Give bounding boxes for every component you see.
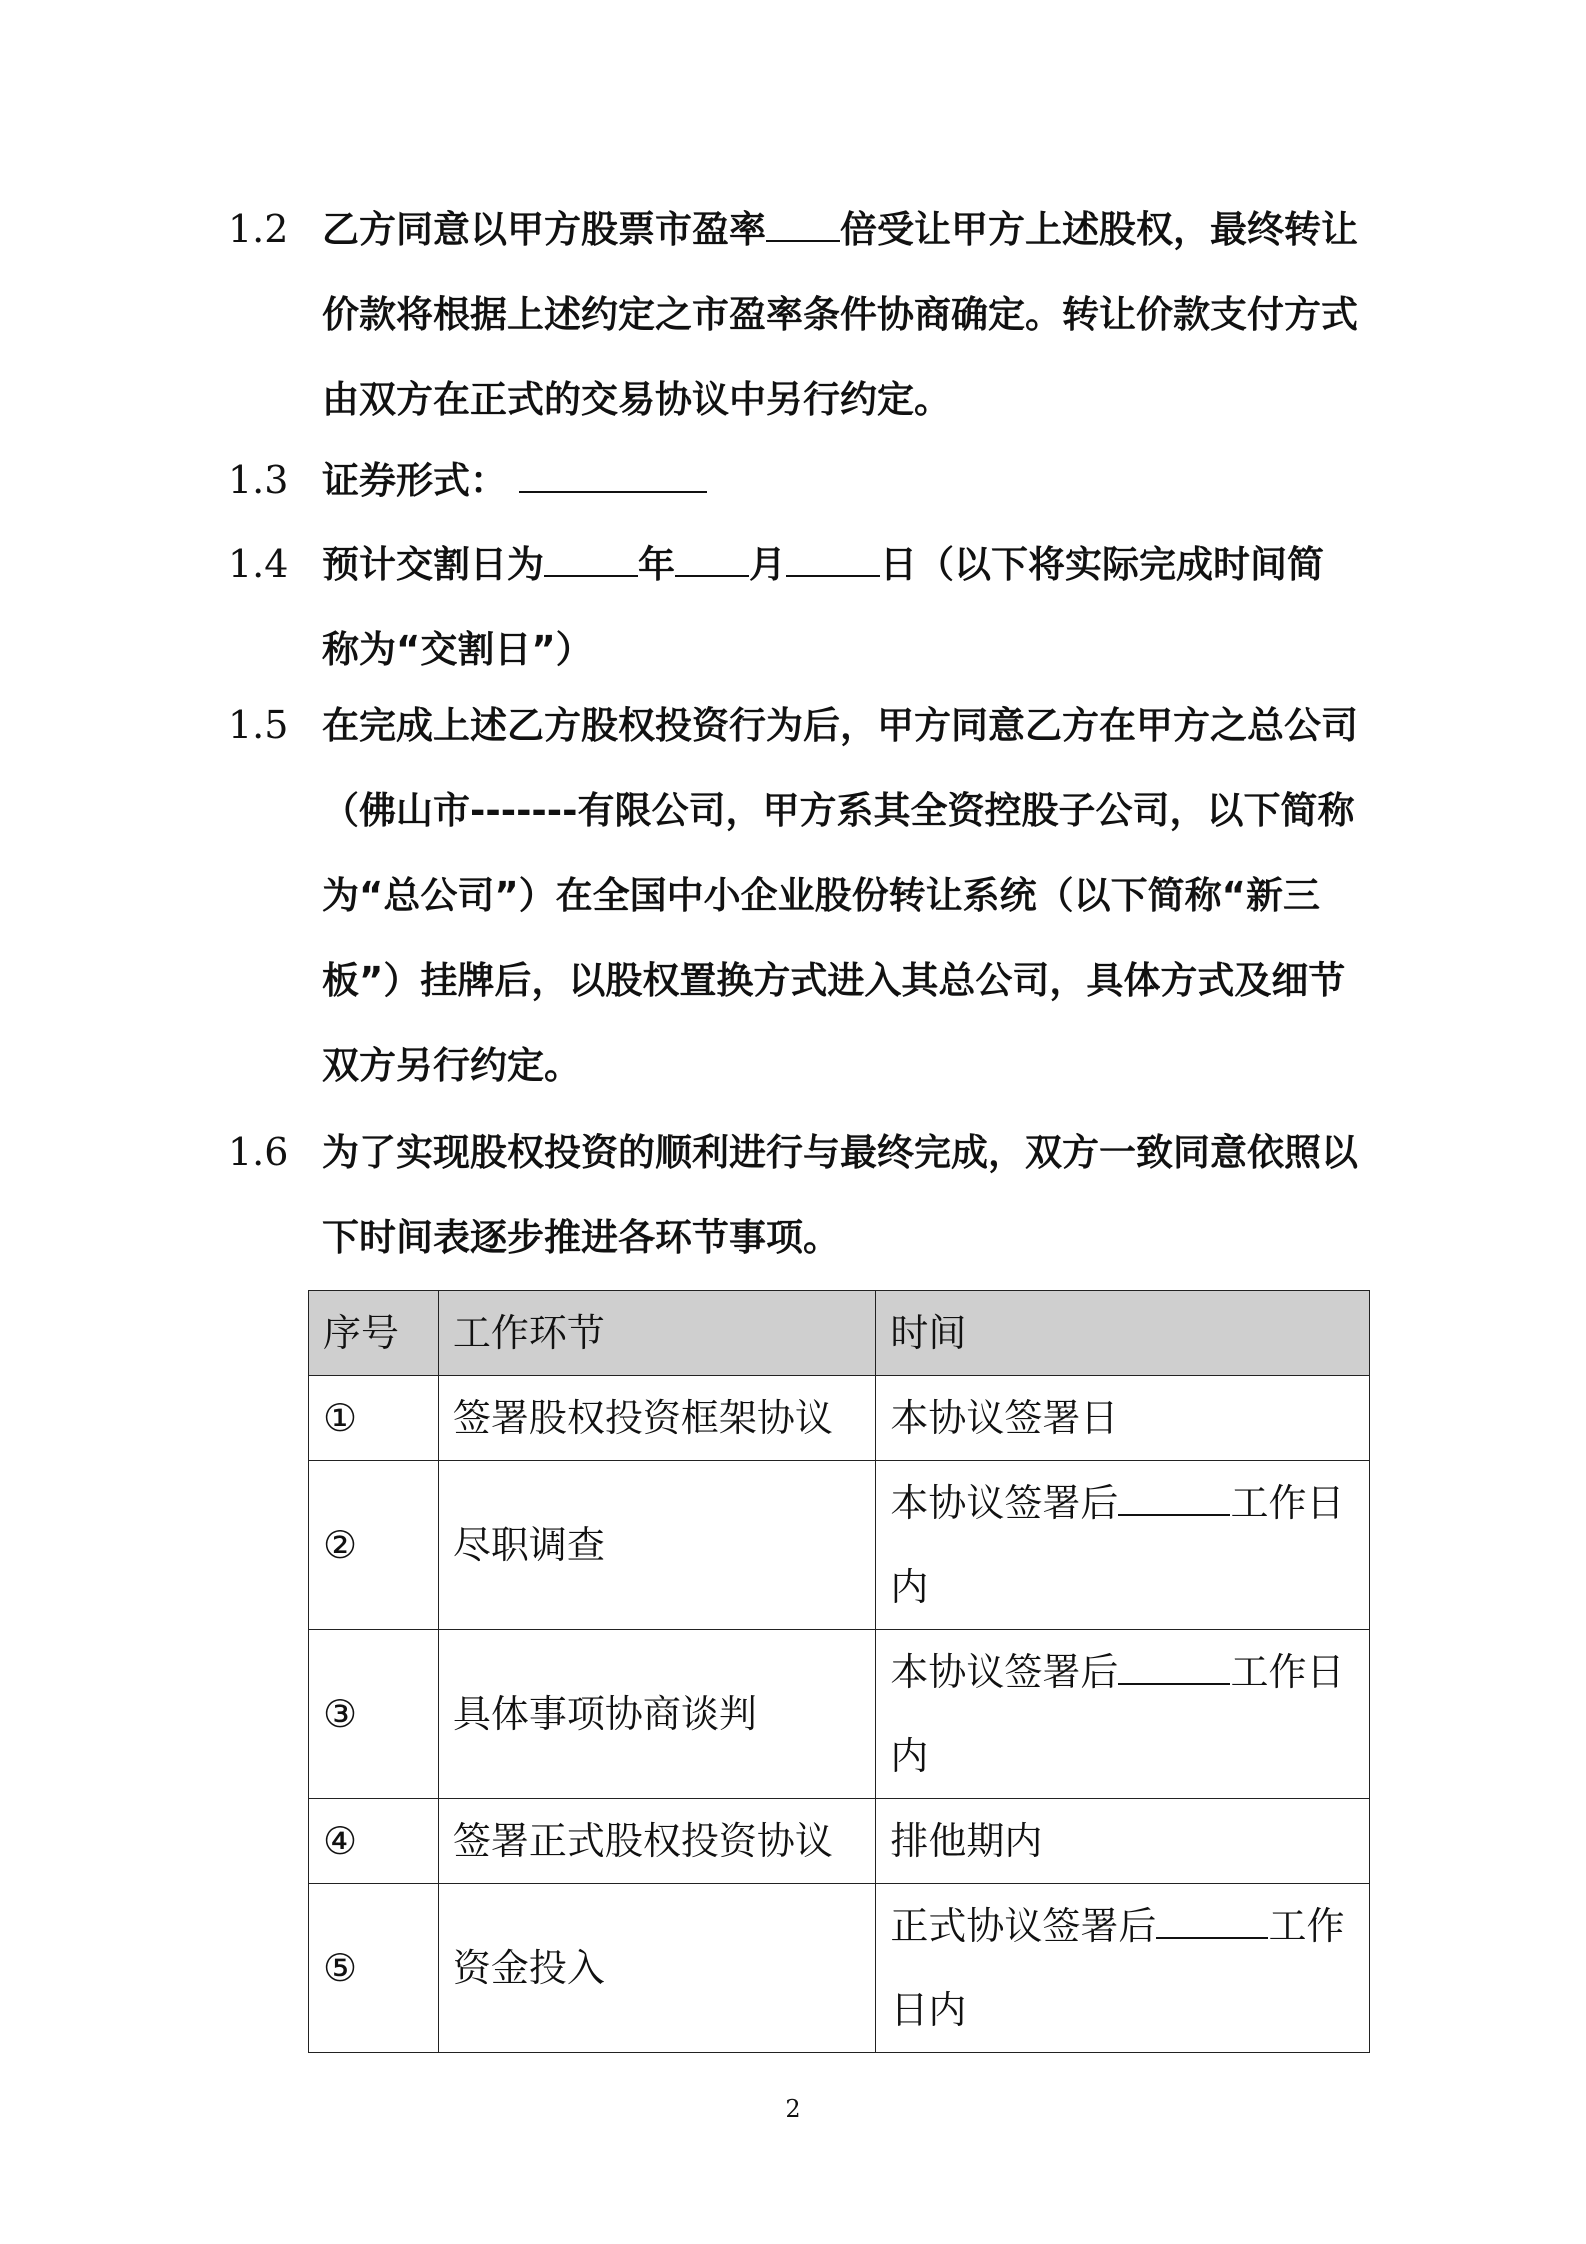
clause-text: 为了实现股权投资的顺利进行与最终完成，双方一致同意依照以下时间表逐步推进各环节事项。: [322, 1131, 1358, 1259]
row-number-cell: ②: [309, 1461, 439, 1630]
clause-text: 在完成上述乙方股权投资行为后，甲方同意乙方在甲方之总公司（佛山市-------有限公司，甲方系其全资控股子公司，以下简称为“总公司”）在全国中小企业股份转让系统（以下简称“新三板”）挂牌后，以股权置换方式进入其总公司，具体方式及细节双方另行约定。: [322, 704, 1358, 1087]
table-row: [309, 1461, 1370, 1630]
header-cell: 序号: [309, 1291, 439, 1376]
clause-number: 1.4: [228, 542, 289, 586]
time-cell: 正式协议签署后 工作日内: [876, 1884, 1370, 2053]
page-number: 2: [785, 2095, 801, 2123]
fill-in-blank: [1118, 1682, 1230, 1685]
clause-number: 1.3: [228, 458, 289, 502]
step-cell: 签署正式股权投资协议: [438, 1799, 876, 1884]
table-row: [309, 1884, 1370, 2053]
clause-1-2: [228, 187, 1358, 442]
fill-in-blank: [1156, 1936, 1268, 1939]
clause-text: 证券形式：: [322, 438, 1358, 523]
table-row: [309, 1799, 1370, 1884]
clause-number: 1.2: [228, 207, 289, 251]
clause-1-6: [228, 1110, 1358, 1280]
step-cell: 签署股权投资框架协议: [438, 1376, 876, 1461]
fill-in-blank: [786, 574, 880, 577]
fill-in-blank: [544, 574, 638, 577]
clause-1-4: [228, 522, 1358, 692]
table-row: [309, 1630, 1370, 1799]
step-cell: 资金投入: [438, 1884, 876, 2053]
fill-in-blank: [519, 490, 707, 493]
schedule-table: [308, 1290, 1370, 2053]
fill-in-blank: [1118, 1513, 1230, 1516]
clause-1-5: [228, 683, 1358, 1108]
table-header-row: [309, 1291, 1370, 1376]
step-cell: 具体事项协商谈判: [438, 1630, 876, 1799]
clause-number: 1.6: [228, 1130, 289, 1174]
row-number-cell: ⑤: [309, 1884, 439, 2053]
clause-number: 1.5: [228, 703, 289, 747]
table-row: [309, 1376, 1370, 1461]
time-cell: 本协议签署后 工作日内: [876, 1630, 1370, 1799]
clause-text: 预计交割日为 年 月 日（以下将实际完成时间简称为“交割日”）: [322, 543, 1324, 671]
step-cell: 尽职调查: [438, 1461, 876, 1630]
clause-1-3: [228, 438, 1358, 523]
time-cell: 本协议签署日: [876, 1376, 1370, 1461]
header-cell: 时间: [876, 1291, 1370, 1376]
row-number-cell: ①: [309, 1376, 439, 1461]
time-cell: 本协议签署后 工作日内: [876, 1461, 1370, 1630]
row-number-cell: ③: [309, 1630, 439, 1799]
time-cell: 排他期内: [876, 1799, 1370, 1884]
row-number-cell: ④: [309, 1799, 439, 1884]
clause-text: 乙方同意以甲方股票市盈率 倍受让甲方上述股权，最终转让价款将根据上述约定之市盈率条件协商确定。转让价款支付方式由双方在正式的交易协议中另行约定。: [322, 208, 1358, 421]
fill-in-blank: [766, 239, 840, 242]
fill-in-blank: [675, 574, 749, 577]
header-cell: 工作环节: [438, 1291, 876, 1376]
